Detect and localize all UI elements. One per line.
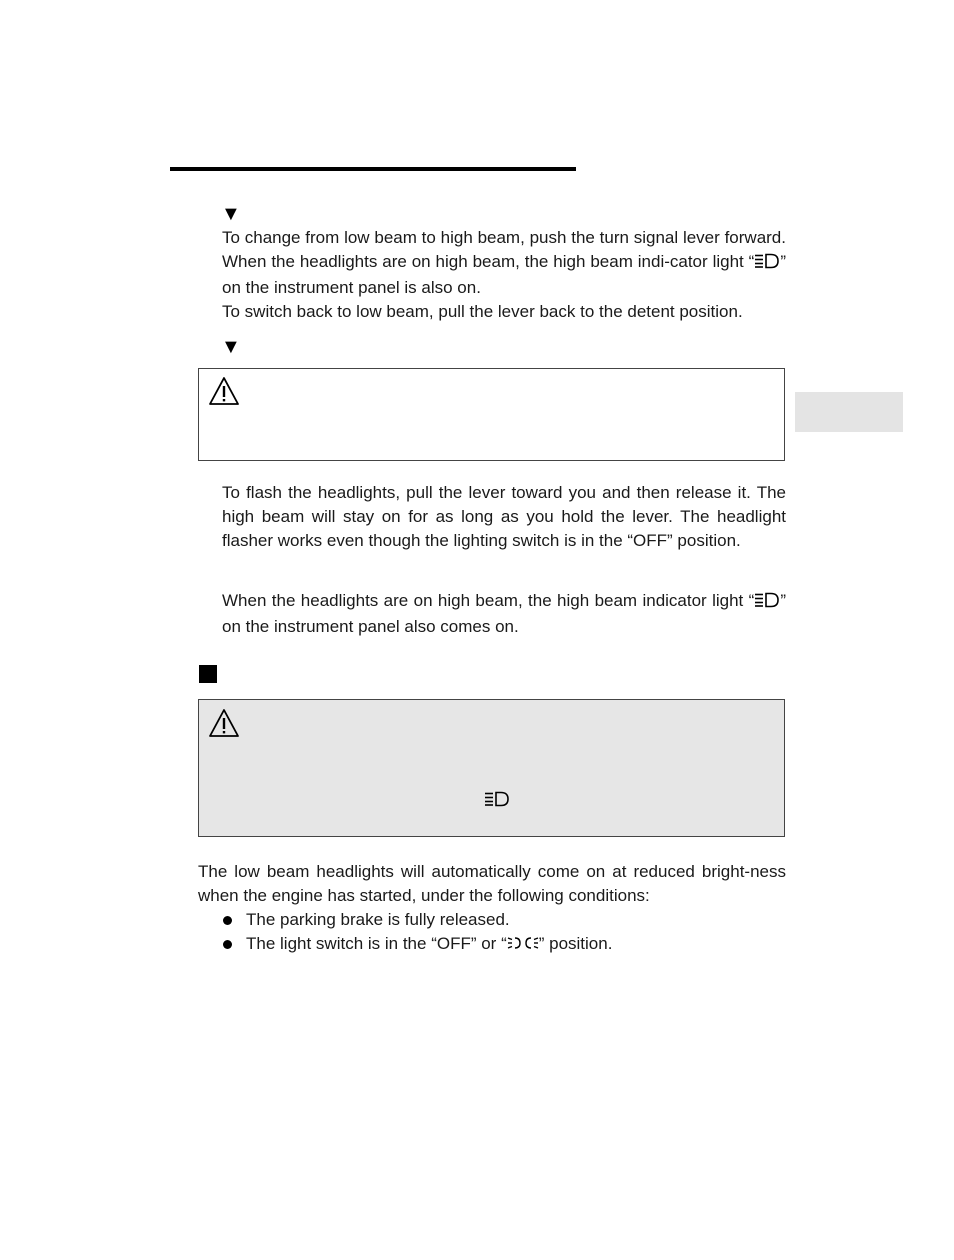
condition-text: The parking brake is fully released.	[246, 910, 510, 929]
caution-box	[198, 368, 785, 461]
high-beam-text-a: To change from low beam to high beam, push the turn signal lever forward. When the headlights are on high beam, the high beam indi-cator light “	[222, 228, 786, 271]
list-item	[222, 932, 786, 958]
high-beam-indicator-icon	[484, 791, 510, 807]
flasher-text: To flash the headlights, pull the lever toward you and then release it. The high beam will stay on for as long as you hold the lever. The headlight flasher works even though the lighting switch is in the “OFF” position.	[222, 483, 786, 550]
condition-text-tail: ” position.	[538, 934, 613, 953]
high-beam-text-b: ” on the instrument panel is also on.	[222, 252, 786, 297]
drl-conditions-list	[222, 908, 786, 958]
bullet-icon	[223, 940, 232, 949]
list-item	[222, 908, 786, 932]
subsection-marker-icon: ▼	[221, 336, 241, 358]
flasher-paragraph	[222, 481, 786, 553]
low-beam-return-text: To switch back to low beam, pull the lever back to the detent position.	[222, 302, 743, 321]
section-rule	[170, 167, 576, 171]
high-beam-indicator-icon	[754, 252, 780, 276]
drl-intro-text: The low beam headlights will automatically come on at reduced bright-ness when the engine has started, under the following conditions:	[198, 862, 786, 905]
flasher-indicator-text-b: ” on the instrument panel also comes on.	[222, 591, 786, 636]
condition-text: The light switch is in the “OFF” or “	[246, 934, 507, 953]
subsection-marker-icon: ▼	[221, 203, 241, 225]
parking-light-icon	[507, 934, 539, 958]
section-marker-icon	[199, 665, 217, 683]
flasher-indicator-text-a: When the headlights are on high beam, the high beam indicator light “	[222, 591, 755, 610]
drl-intro-paragraph	[198, 860, 786, 908]
warning-triangle-icon	[208, 376, 240, 406]
high-beam-indicator-icon	[754, 591, 780, 615]
chapter-tab	[795, 392, 903, 432]
high-beam-paragraph	[222, 226, 786, 324]
flasher-indicator-paragraph	[222, 589, 786, 639]
caution-box-shaded	[198, 699, 785, 837]
bullet-icon	[223, 916, 232, 925]
warning-triangle-icon	[208, 708, 240, 738]
